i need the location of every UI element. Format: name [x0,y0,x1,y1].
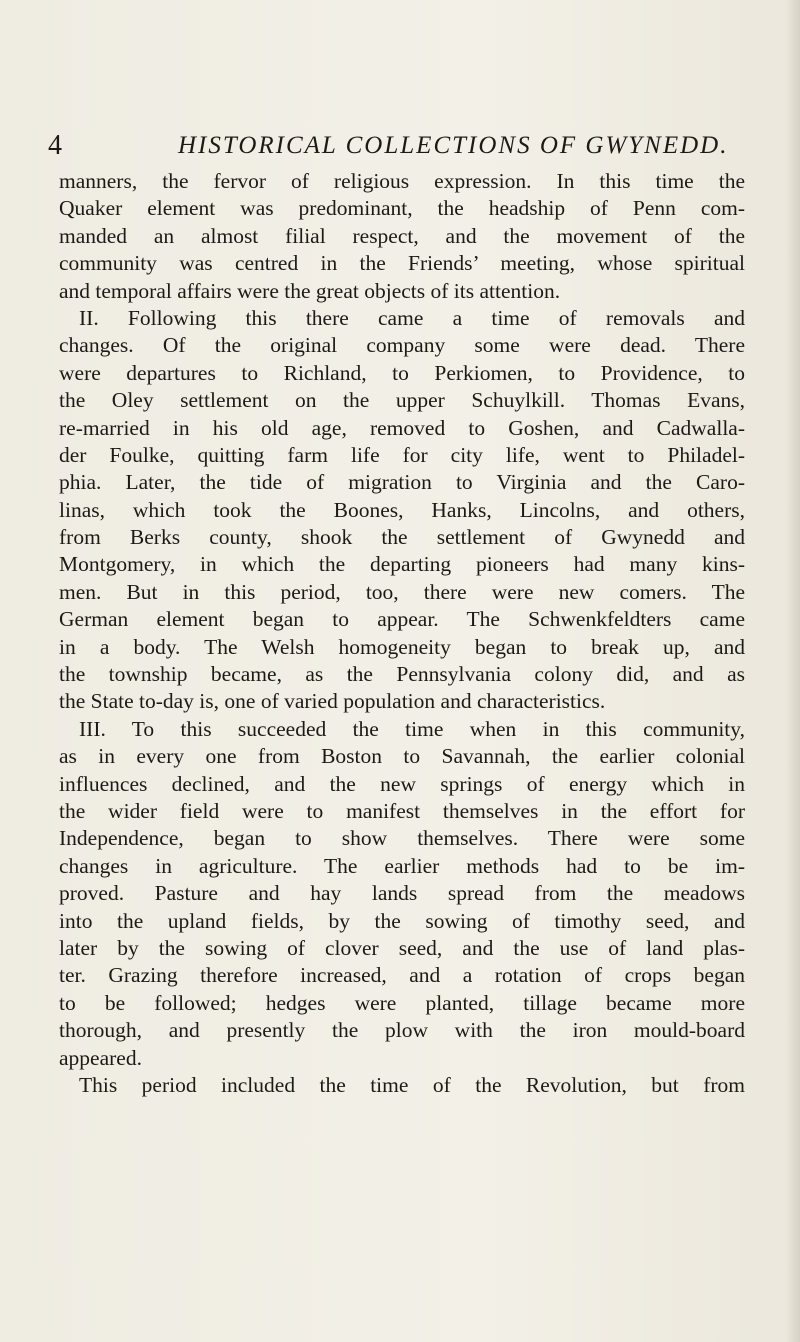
text-line: in a body. The Welsh homogeneity began to break up, and [59,634,745,659]
text-line: proved. Pasture and hay lands spread from the meadows [59,881,745,906]
text-line: changes in agriculture. The earlier methods had to be im- [59,853,745,878]
text-line: the township became, as the Pennsylvania colony did, and as [59,662,745,687]
text-line: from Berks county, shook the settlement of Gwynedd and [59,525,745,550]
text-line: later by the sowing of clover seed, and the use of land plas- [59,935,745,960]
text-line: appeared. [59,1045,142,1070]
text-line: men. But in this period, too, there were new comers. The [59,579,745,604]
text-line: to be followed; hedges were planted, tillage became more [59,990,745,1015]
page-header [48,128,748,168]
text-line: III. To this succeeded the time when in this community, [79,716,745,741]
text-line: into the upland fields, by the sowing of timothy seed, and [59,908,745,933]
running-title: HISTORICAL COLLECTIONS OF GWYNEDD. [178,132,729,159]
text-line: II. Following this there came a time of removals and [79,305,745,330]
body-text [59,168,745,1099]
text-line: This period included the time of the Revolution, but from [79,1072,745,1097]
text-line: thorough, and presently the plow with the iron mould-board [59,1018,745,1043]
text-line: and temporal affairs were the great objects of its attention. [59,278,561,303]
text-line: the State to-day is, one of varied population and characteristics. [59,689,606,714]
text-line: Montgomery, in which the departing pioneers had many kins- [59,552,745,577]
text-line: manded an almost filial respect, and the movement of the [59,223,745,248]
text-line: Quaker element was predominant, the headship of Penn com- [59,196,745,221]
text-line: phia. Later, the tide of migration to Virginia and the Caro- [59,470,745,495]
text-line: re-married in his old age, removed to Goshen, and Cadwalla- [59,415,745,440]
text-line: Independence, began to show themselves. There were some [59,826,745,851]
text-line: changes. Of the original company some were dead. There [59,333,745,358]
text-line: ter. Grazing therefore increased, and a rotation of crops began [59,963,745,988]
text-line: influences declined, and the new springs of energy which in [59,771,745,796]
page-number: 4 [48,130,62,161]
text-line: were departures to Richland, to Perkiomen, to Providence, to [59,360,745,385]
page-edge-shadow [786,0,800,1342]
text-line: as in every one from Boston to Savannah, the earlier colonial [59,744,745,769]
text-line: German element began to appear. The Schwenkfeldters came [59,607,745,632]
text-line: community was centred in the Friends’ meeting, whose spiritual [59,251,745,276]
text-line: linas, which took the Boones, Hanks, Lincolns, and others, [59,497,745,522]
text-line: manners, the fervor of religious expression. In this time the [59,169,745,193]
text-line: the wider field were to manifest themselves in the effort for [59,798,745,823]
text-line: the Oley settlement on the upper Schuylkill. Thomas Evans, [59,388,745,413]
text-line: der Foulke, quitting farm life for city life, went to Philadel- [59,442,745,467]
